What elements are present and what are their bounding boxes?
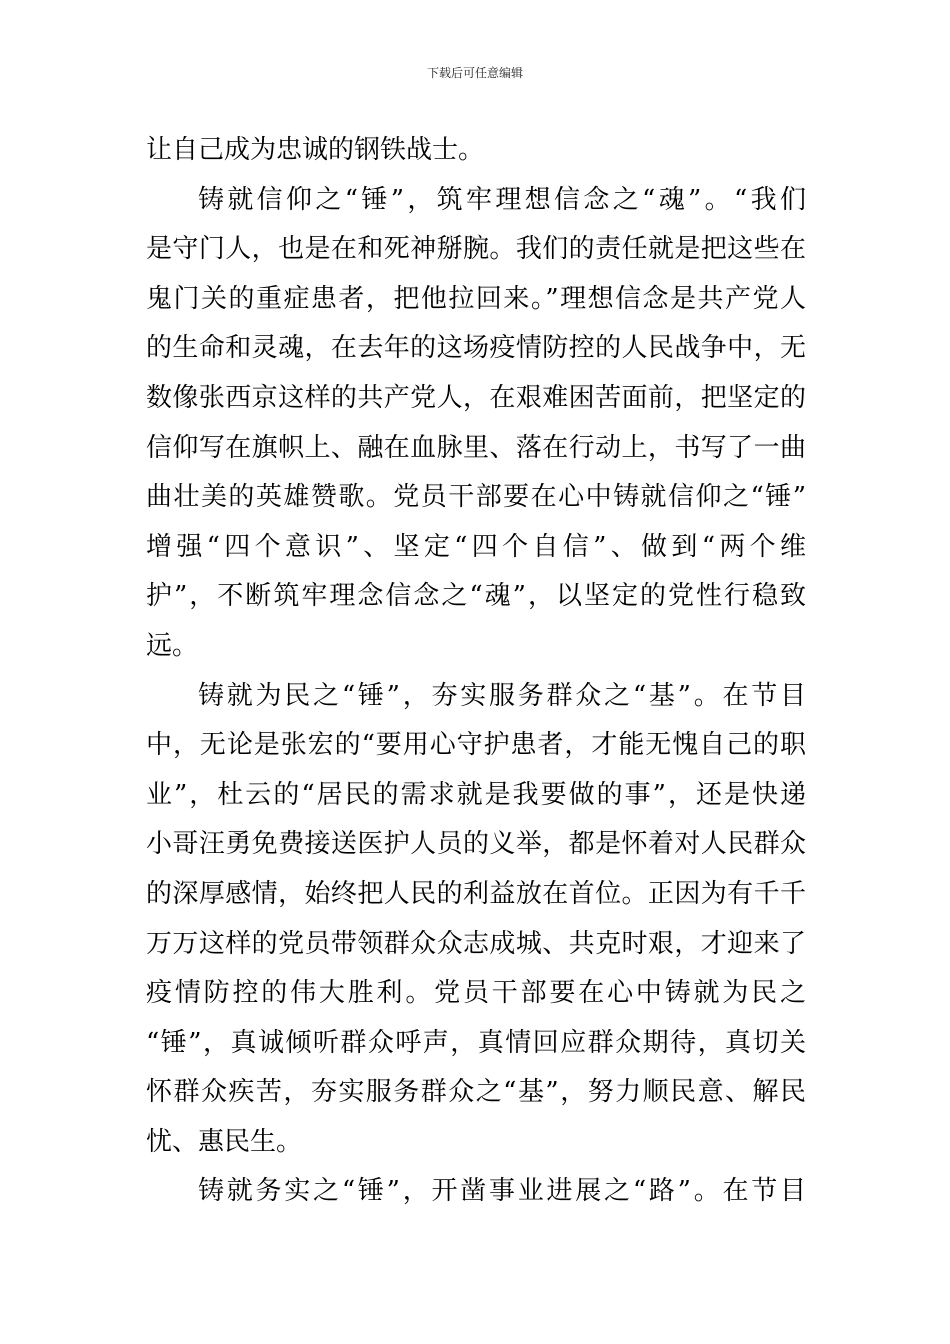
text-line: 铸就为民之“锤”，夯实服务群众之“基”。在节目 [198, 680, 806, 711]
text-line: “锤”，真诚倾听群众呼声，真情回应群众期待，真切关 [146, 1027, 806, 1058]
text-line: 小哥汪勇免费接送医护人员的义举，都是怀着对人民群众 [146, 829, 806, 860]
text-line: 信仰写在旗帜上、融在血脉里、落在行动上，书写了一曲 [146, 432, 806, 463]
text-line: 业”，杜云的“居民的需求就是我要做的事”，还是快递 [146, 779, 806, 810]
text-line: 增强“四个意识”、坚定“四个自信”、做到“两个维 [146, 531, 806, 562]
paragraph [146, 1167, 806, 1217]
text-line: 万万这样的党员带领群众众志成城、共克时艰，才迎来了 [146, 928, 806, 959]
document-body [146, 126, 806, 1217]
text-line: 疫情防控的伟大胜利。党员干部要在心中铸就为民之 [146, 978, 806, 1009]
text-line: 忧、惠民生。 [146, 1126, 303, 1157]
text-line: 鬼门关的重症患者，把他拉回来。”理想信念是共产党人 [146, 283, 806, 314]
text-line: 护”，不断筑牢理念信念之“魂”，以坚定的党性行稳致 [146, 581, 806, 612]
text-line: 铸就务实之“锤”，开凿事业进展之“路”。在节目 [198, 1176, 806, 1207]
paragraph [146, 176, 806, 672]
text-line: 中，无论是张宏的“要用心守护患者，才能无愧自己的职 [146, 730, 806, 761]
text-line: 数像张西京这样的共产党人，在艰难困苦面前，把坚定的 [146, 382, 806, 413]
text-line: 的生命和灵魂，在去年的这场疫情防控的人民战争中，无 [146, 333, 806, 364]
paragraph [146, 126, 806, 176]
text-line: 怀群众疾苦，夯实服务群众之“基”，努力顺民意、解民 [146, 1077, 806, 1108]
text-line: 让自己成为忠诚的钢铁战士。 [146, 135, 485, 165]
text-line: 曲壮美的英雄赞歌。党员干部要在心中铸就信仰之“锤” [146, 482, 806, 513]
text-line: 的深厚感情，始终把人民的利益放在首位。正因为有千千 [146, 878, 806, 909]
text-line: 远。 [146, 630, 199, 661]
text-line: 是守门人，也是在和死神掰腕。我们的责任就是把这些在 [146, 234, 806, 265]
text-line: 铸就信仰之“锤”，筑牢理想信念之“魂”。“我们 [198, 184, 806, 215]
paragraph [146, 672, 806, 1168]
page-header: 下载后可任意编辑 [426, 66, 523, 80]
